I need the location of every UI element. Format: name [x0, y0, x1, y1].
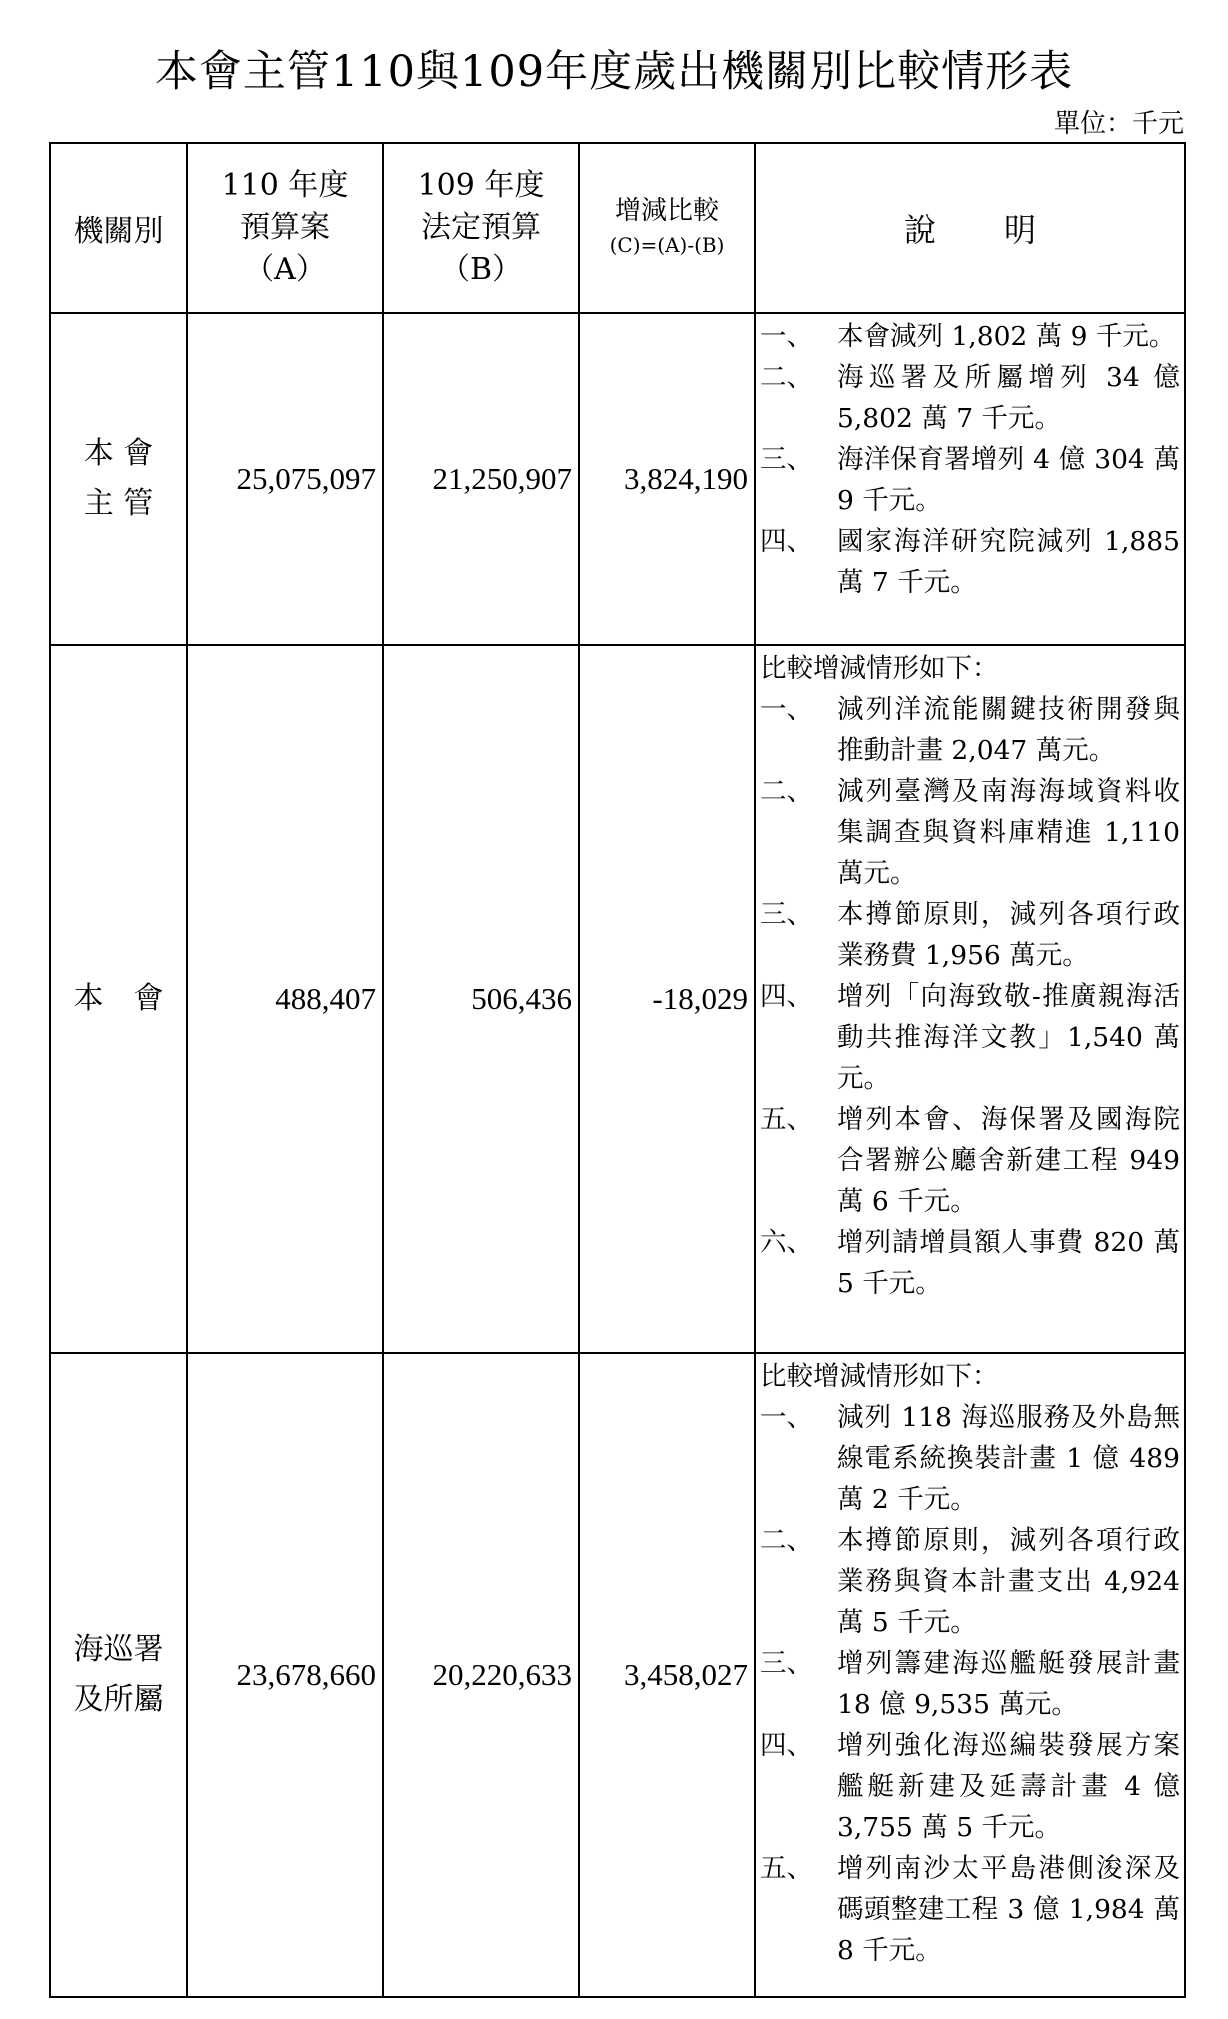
budget-110-cell: 25,075,097	[187, 313, 383, 645]
item-marker: 三、	[760, 899, 813, 930]
item-marker: 一、	[760, 694, 813, 725]
header-col-a	[187, 143, 383, 313]
agency-cell	[50, 1353, 187, 1997]
header-col-a-line1: 110 年度	[221, 168, 349, 203]
list-item	[760, 439, 1180, 521]
item-marker: 四、	[760, 1730, 813, 1761]
list-item	[760, 1222, 1180, 1304]
item-marker: 三、	[760, 444, 813, 475]
budget-comparison-table	[49, 142, 1186, 1998]
item-text: 本會減列 1,802 萬 9 千元。	[837, 321, 1176, 352]
page-title: 本會主管110與109年度歲出機關別比較情形表	[154, 47, 1074, 97]
item-marker: 六、	[760, 1227, 813, 1258]
list-item	[760, 976, 1180, 1099]
table-row	[50, 313, 1185, 645]
agency-line2: 主 管	[83, 486, 154, 521]
budget-109-cell: 21,250,907	[383, 313, 579, 645]
header-col-a-line3: （A）	[244, 252, 326, 287]
header-description: 說明	[755, 143, 1185, 313]
budget-109-cell: 20,220,633	[383, 1353, 579, 1997]
item-text: 海巡署及所屬增列 34 億 5,802 萬 7 千元。	[837, 362, 1180, 434]
agency-line1: 本 會	[83, 436, 154, 471]
agency-cell	[50, 313, 187, 645]
list-item	[760, 771, 1180, 894]
item-text: 增列強化海巡編裝發展方案艦艇新建及延壽計畫 4 億 3,755 萬 5 千元。	[837, 1730, 1180, 1843]
header-col-c	[579, 143, 755, 313]
table-row	[50, 1353, 1185, 1997]
header-col-c-line1: 增減比較	[614, 196, 719, 226]
description-intro: 比較增減情形如下：	[760, 653, 999, 684]
agency-cell	[50, 645, 187, 1353]
list-item	[760, 357, 1180, 439]
list-item	[760, 1643, 1180, 1725]
item-marker: 一、	[760, 1402, 813, 1433]
item-text: 減列 118 海巡服務及外島無線電系統換裝計畫 1 億 489 萬 2 千元。	[837, 1402, 1180, 1515]
table-header-row	[50, 143, 1185, 313]
list-item	[760, 894, 1180, 976]
header-agency: 機關別	[50, 143, 187, 313]
description-intro: 比較增減情形如下：	[760, 1361, 999, 1392]
item-marker: 二、	[760, 1525, 813, 1556]
list-item	[760, 1099, 1180, 1222]
description-cell	[755, 313, 1185, 645]
list-item	[760, 1520, 1180, 1643]
difference-cell: -18,029	[579, 645, 755, 1353]
difference-cell: 3,824,190	[579, 313, 755, 645]
agency-line1: 海巡署	[73, 1632, 164, 1667]
list-item	[760, 1725, 1180, 1848]
item-text: 增列本會、海保署及國海院合署辦公廳舍新建工程 949 萬 6 千元。	[837, 1104, 1180, 1217]
description-cell	[755, 1353, 1185, 1997]
unit-label: 單位：千元	[1053, 109, 1184, 139]
item-text: 增列「向海致敬-推廣親海活動共推海洋文教」1,540 萬元。	[837, 981, 1180, 1094]
list-item	[760, 689, 1180, 771]
header-col-b-line1: 109 年度	[417, 168, 545, 203]
item-marker: 三、	[760, 1648, 813, 1679]
item-text: 增列籌建海巡艦艇發展計畫 18 億 9,535 萬元。	[837, 1648, 1180, 1720]
list-item	[760, 1397, 1180, 1520]
item-marker: 五、	[760, 1853, 813, 1884]
item-text: 減列洋流能關鍵技術開發與推動計畫 2,047 萬元。	[837, 694, 1180, 766]
description-cell	[755, 645, 1185, 1353]
item-text: 增列南沙太平島港側浚深及碼頭整建工程 3 億 1,984 萬 8 千元。	[837, 1853, 1180, 1966]
budget-110-cell: 488,407	[187, 645, 383, 1353]
item-marker: 二、	[760, 362, 813, 393]
item-marker: 一、	[760, 321, 813, 352]
budget-110-cell: 23,678,660	[187, 1353, 383, 1997]
header-col-b	[383, 143, 579, 313]
list-item	[760, 316, 1180, 357]
budget-109-cell: 506,436	[383, 645, 579, 1353]
item-text: 本撙節原則，減列各項行政業務費 1,956 萬元。	[837, 899, 1180, 971]
item-text: 海洋保育署增列 4 億 304 萬 9 千元。	[837, 444, 1180, 516]
header-col-b-line3: （B）	[439, 252, 523, 287]
header-col-b-line2: 法定預算	[421, 210, 541, 245]
item-text: 減列臺灣及南海海域資料收集調查與資料庫精進 1,110 萬元。	[837, 776, 1180, 889]
item-text: 本撙節原則，減列各項行政業務與資本計畫支出 4,924 萬 5 千元。	[837, 1525, 1180, 1638]
item-text: 增列請增員額人事費 820 萬 5 千元。	[837, 1227, 1180, 1299]
agency-line1: 本 會	[73, 981, 164, 1016]
item-marker: 四、	[760, 981, 813, 1012]
list-item	[760, 1848, 1180, 1971]
item-text: 國家海洋研究院減列 1,885 萬 7 千元。	[837, 526, 1180, 598]
list-item	[760, 521, 1180, 603]
header-col-c-formula: (C)=(A)-(B)	[609, 233, 725, 257]
difference-cell: 3,458,027	[579, 1353, 755, 1997]
agency-line2: 及所屬	[73, 1682, 164, 1717]
item-marker: 四、	[760, 526, 813, 557]
item-marker: 二、	[760, 776, 813, 807]
table-row	[50, 645, 1185, 1353]
item-marker: 五、	[760, 1104, 813, 1135]
header-col-a-line2: 預算案	[240, 210, 330, 245]
